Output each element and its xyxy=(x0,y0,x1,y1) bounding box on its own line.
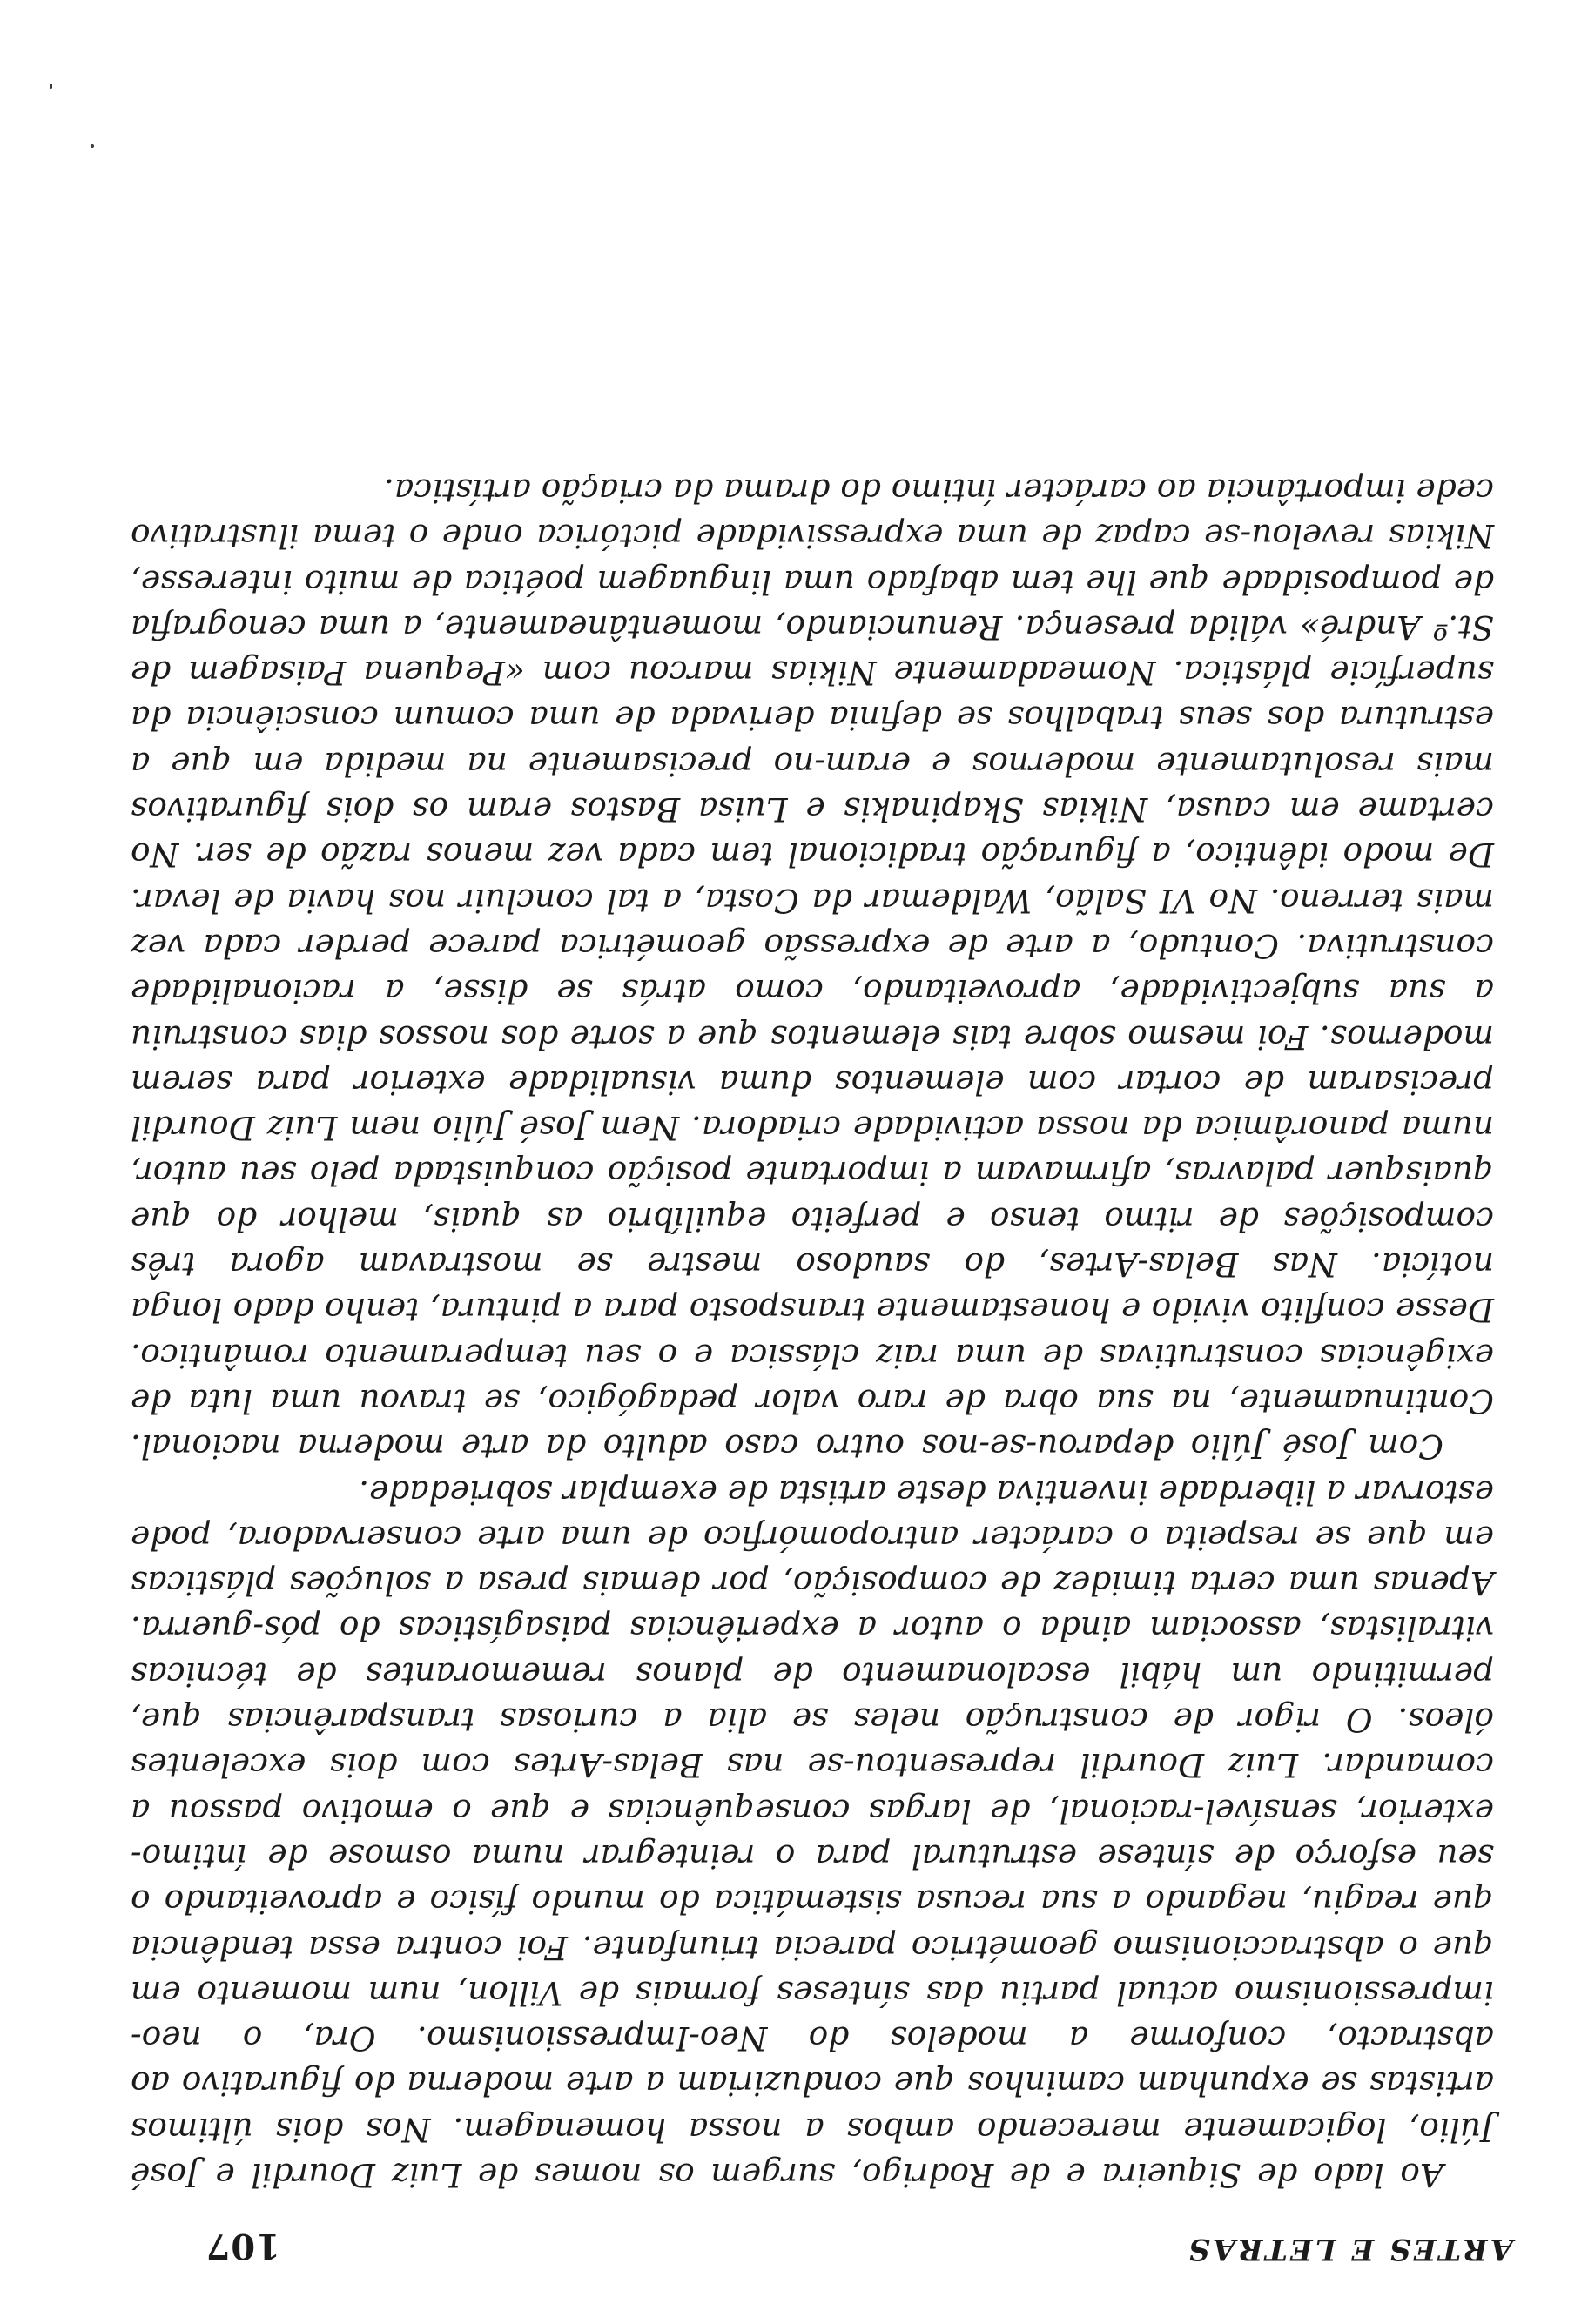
page-number: 107 xyxy=(205,2226,280,2267)
paragraph-1: Ao lado de Siqueira e de Rodrigo, surgem os nomes de Luiz Dourdil e José Júlio, logicamente merecendo ambos a nossa homenagem. Nos dois últimos artistas se expunham caminhos que conduziriam a arte moderna do figurativo ao abstracto, conforme a modelos do Neo-Impressionismo. Ora, o neo-impressionismo actual partiu das sínteses formais de Villon, num momento em que o abstraccionismo geométrico parecia triunfante. Foi contra essa tendência que reagiu, negando a sua recusa sistemática do mundo físico e aproveitando o seu esforço de síntese estrutural para o reintegrar numa osmose de íntimo-exterior, sensível-racional, de largas consequências e que o emotivo passou a comandar. Luiz Dourdil representou-se nas Belas-Artes com dois excelentes óleos. O rigor de construção neles se alia a curiosas transparências que, permitindo um hábil escalonamento de planos rememorantes de técnicas vitralistas, associam ainda o autor a experiências paisagísticas do pós-guerra. Apenas uma certa timidez de composição, por demais presa a soluções plásticas em que se respeita o carácter antropomórfico de uma arte conservadora, pode estorvar a liberdade inventiva deste artista de exemplar sobriedade. xyxy=(131,1473,1494,2194)
running-head xyxy=(0,2214,1588,2267)
paragraph-2: Com José Júlio deparou-se-nos outro caso adulto da arte moderna nacional. Continuamente, na sua obra de raro valor pedagógico, se travou uma luta de exigências construtivas de uma raiz clássica e o seu temperamento romântico. Desse conflito vivido e honestamente transposto para a pintura, tenho dado longa notícia. Nas Belas-Artes, do saudoso mestre se mostravam agora três composições de ritmo tenso e perfeito equilíbrio as quais, melhor do que quaisquer palavras, afirmavam a importante posição conquistada pelo seu autor, numa panorâmica da nossa actividade criadora. Nem José Júlio nem Luiz Dourdil precisaram de cortar com elementos duma visualidade exterior para serem modernos. Foi mesmo sobre tais elementos que a sorte dos nossos dias construiu a sua subjectividade, aproveitando, como atrás se disse, a racionalidade construtiva. Contudo, a arte de expressão geométrica parece perder cada vez mais terreno. No VI Salão, Waldemar da Costa, a tal concluir nos havia de levar. De modo idêntico, a figuração tradicional tem cada vez menos razão de ser. No certame em causa, Nikias Skapinakis e Luisa Bastos eram os dois figurativos mais resolutamente modernos e eram-no precisamente na medida em que a estrutura dos seus trabalhos se definia derivada de uma comum consciência da superfície plástica. Nomeadamente Nikias marcou com «Pequena Paisagem de St.º André» válida presença. Renunciando, momentâneamente, a uma cenografia de pomposidade que lhe tem abafado uma linguagem poética de muito interesse, Nikias revelou-se capaz de uma expressividade pictórica onde o tema ilustrativo cede importância ao carácter íntimo do drama da criação artística. xyxy=(131,472,1494,1467)
running-title: ARTES E LETRAS xyxy=(1186,2232,1513,2267)
body-text xyxy=(131,468,1494,2198)
scan-speck xyxy=(91,144,94,148)
scan-speck xyxy=(50,84,52,89)
